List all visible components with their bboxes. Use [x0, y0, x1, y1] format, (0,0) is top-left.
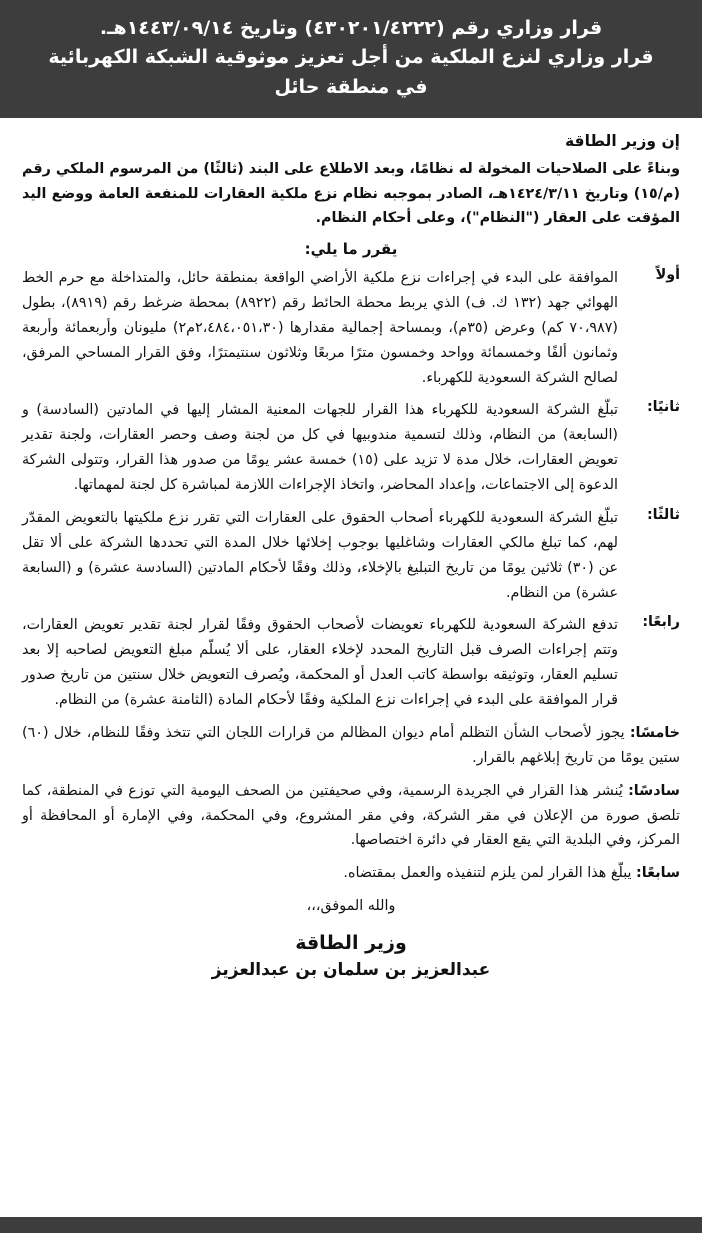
clause-3-label: ثالثًا:	[646, 506, 680, 523]
signature-name: عبدالعزيز بن سلمان بن عبدالعزيز	[211, 960, 491, 981]
decides-label: يقرر ما يلي:	[304, 240, 398, 259]
closing-phrase: والله الموفق،،،	[306, 898, 396, 915]
clause-1-label: أولاً	[655, 267, 680, 284]
clause-6	[22, 779, 680, 854]
clause-3-text: تبلّغ الشركة السعودية للكهرباء أصحاب الحقوق على العقارات التي تقرر نزع ملكيتها بالتعويض المقدّر لهم، كما تبلغ مالكي العقارات وشاغليها بوجوب إخلائها خلال المدة التي تحددها الشركة على ألا تقل عن (٣٠) ثلاثين يومًا من تاريخ التبليغ بالإخلاء، وذلك وفقًا لأحكام المادتين (السادسة عشرة) و (السابعة عشرة) من النظام.	[22, 509, 618, 601]
decree-title-line-2: في منطقة حائل	[274, 75, 428, 98]
clause-6-label: سادسًا:	[628, 782, 680, 799]
clause-2	[22, 398, 680, 498]
clause-5	[22, 721, 680, 771]
clause-5-text: يجوز لأصحاب الشأن التظلم أمام ديوان المظالم من قرارات اللجان التي تتخذ وفقًا للنظام، خلال (٦٠) ستين يومًا من تاريخ إبلاغهم بالقرار.	[22, 724, 680, 766]
signature-block	[22, 932, 680, 988]
clause-1-text: الموافقة على البدء في إجراءات نزع ملكية الأراضي الواقعة بمنطقة حائل، والمتداخلة مع حرم الخط الهوائي جهد (١٣٢ ك. ف) الذي يربط محطة الحائط رقم (٨٩٢٢) بمحطة ضرغط رقم (٨٩١٩)، بطول (٧٠،٩٨٧ كم) وعرض (٣٥م)، وبمساحة إجمالية مقدارها (٢،٤٨٤،٠٥١،٣٠م٢) مليونان وأربعمائة وأربعة وثمانون ألفًا وخمسمائة وواحد وخمسون مترًا مربعًا وثلاثون سنتيمترًا، وفق القرار المساحي المرفق، لصالح الشركة السعودية للكهرباء.	[22, 270, 618, 386]
document-footer-band	[0, 1217, 702, 1233]
signature-title: وزير الطاقة	[295, 932, 407, 955]
clause-4-label: رابعًا:	[642, 614, 680, 631]
clause-4-text: تدفع الشركة السعودية للكهرباء تعويضات لأصحاب الحقوق وفقًا لقرار لجنة تقدير تعويض العقارات، وتتم إجراءات الصرف قبل التاريخ المحدد لإخلاء العقار، على ألا يُسلّم مبلغ التعويض لصاحبه إلا بعد تسليم العقار، وتوثيقه بواسطة كاتب العدل أو المحكمة، ويُصرف التعويض خلال سنتين من تاريخ صدور قرار الموافقة على البدء في إجراءات نزع الملكية وفقًا لأحكام المادة (الثامنة عشرة) من النظام.	[22, 617, 618, 709]
clause-3	[22, 506, 680, 606]
minister-heading: إن وزير الطاقة	[565, 132, 680, 151]
clause-5-label: خامسًا:	[629, 724, 680, 741]
clause-2-label: ثانيًا:	[646, 399, 680, 416]
clause-1	[22, 266, 680, 390]
decree-title-line-1: قرار وزاري لنزع الملكية من أجل تعزيز موثوقية الشبكة الكهربائية	[48, 46, 654, 69]
preamble-paragraph: وبناءً على الصلاحيات المخولة له نظامًا، وبعد الاطلاع على البند (ثالثًا) من المرسوم الملكي رقم (م/١٥) وتاريخ ١٤٢٤/٣/١١هـ، الصادر بموجبه نظام نزع ملكية العقارات للمنفعة العامة ووضع اليد المؤقت على العقار ("النظام")، وعلى أحكام النظام.	[22, 161, 680, 227]
decree-number-line: قرار وزاري رقم (٤٣٠٢٠١/٤٢٢٢) وتاريخ ١٤٤٣/٠٩/١٤هـ.	[99, 17, 603, 39]
document-header-band	[0, 0, 702, 118]
document-body	[0, 118, 702, 998]
clause-4	[22, 613, 680, 713]
clause-6-text: يُنشر هذا القرار في الجريدة الرسمية، وفي صحيفتين من الصحف اليومية التي توزع في المنطقة، كما تلصق صورة من الإعلان في مقر الشركة، وفي مقر المشروع، وفي المحكمة، وفي الإمارة أو المحافظة أو المركز، وفي البلدية التي يقع العقار في دائرة اختصاصها.	[22, 782, 680, 849]
clause-7	[22, 861, 680, 886]
clause-2-text: تبلّغ الشركة السعودية للكهرباء هذا القرار للجهات المعنية المشار إليها في المادتين (السادسة) و (السابعة) من النظام، وذلك لتسمية مندوبيها في كل من لجنة وصف وحصر العقارات، ولجنة تقدير تعويض العقارات، خلال مدة لا تزيد على (١٥) خمسة عشر يومًا من صدور هذا القرار، وتتولى الشركة الدعوة إلى الاجتماعات، وإعداد المحاضر، واتخاذ الإجراءات اللازمة لمباشرة كل لجنة لمهماتها.	[22, 402, 618, 494]
clause-7-text: يبلّغ هذا القرار لمن يلزم لتنفيذه والعمل بمقتضاه.	[343, 865, 637, 882]
clause-7-label: سابعًا:	[636, 865, 680, 882]
